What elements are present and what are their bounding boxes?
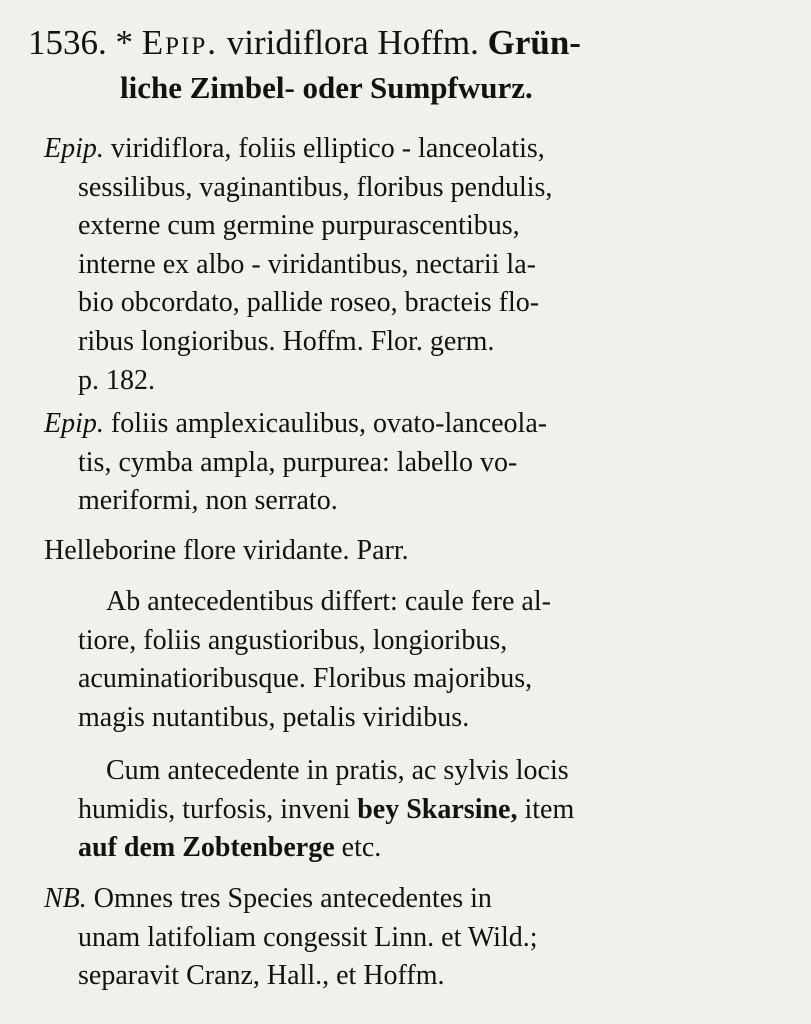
text-line: ribus longioribus. Hoffm. Flor. germ. (78, 325, 495, 357)
differences-paragraph (44, 583, 764, 737)
species-heading (28, 20, 798, 110)
species-number: 1536. (28, 23, 107, 62)
text-line: item (524, 793, 575, 825)
text-line: unam latifoliam congessit Linn. et Wild.; (78, 921, 538, 953)
text-line: humidis, turfosis, inveni (78, 793, 351, 825)
text-line: bio obcordato, pallide roseo, bracteis flo- (78, 287, 540, 319)
text-line: viridiflora, foliis elliptico - lanceolatis, (110, 133, 545, 164)
text-line: tis, cymba ampla, purpurea: labello vo- (78, 446, 518, 478)
paragraph-label: Epip. (44, 133, 104, 164)
common-name-part-1: Grün- (487, 23, 581, 62)
text-line: separavit Cranz, Hall., et Hoffm. (78, 960, 445, 992)
text-line: Omnes tres Species antecedentes in (93, 883, 492, 914)
text-line: p. 182. (78, 364, 155, 396)
star-mark: * (115, 23, 133, 62)
text-line: etc. (341, 832, 382, 864)
text-line: Ab antecedentibus differt: caule fere al- (106, 586, 551, 617)
description-paragraph-1 (44, 130, 764, 400)
note-paragraph (44, 880, 764, 996)
genus-abbreviation: Epip. (141, 23, 219, 62)
synonym-paragraph (44, 532, 764, 571)
heading-line-1 (28, 20, 798, 66)
description-paragraph-2 (44, 405, 764, 521)
text-line: foliis amplexicaulibus, ovato-lanceola- (110, 408, 548, 439)
text-line: magis nutantibus, petalis viridibus. (78, 701, 470, 733)
text-line: acuminatioribusque. Floribus majoribus, (78, 663, 533, 695)
habitat-paragraph (44, 752, 764, 868)
text-line: Helleborine flore viridante. Parr. (44, 535, 409, 566)
common-name-part-2: liche Zimbel- oder Sumpfwurz. (120, 70, 533, 105)
text-line: interne ex albo - viridantibus, nectarii la- (78, 248, 536, 280)
paragraph-label: NB. (44, 883, 87, 914)
paragraph-label: Epip. (44, 408, 104, 439)
text-line: meriformi, non serrato. (78, 485, 338, 517)
place-name: bey Skarsine, (357, 793, 518, 825)
text-line: externe cum germine purpurascentibus, (78, 210, 520, 242)
species-name: viridiflora Hoffm. (226, 23, 479, 62)
text-line: Cum antecedente in pratis, ac sylvis locis (106, 755, 569, 786)
place-name: auf dem Zobtenberge (78, 832, 335, 864)
text-line: sessilibus, vaginantibus, floribus pendulis, (78, 171, 553, 203)
text-line: tiore, foliis angustioribus, longioribus, (78, 624, 508, 656)
